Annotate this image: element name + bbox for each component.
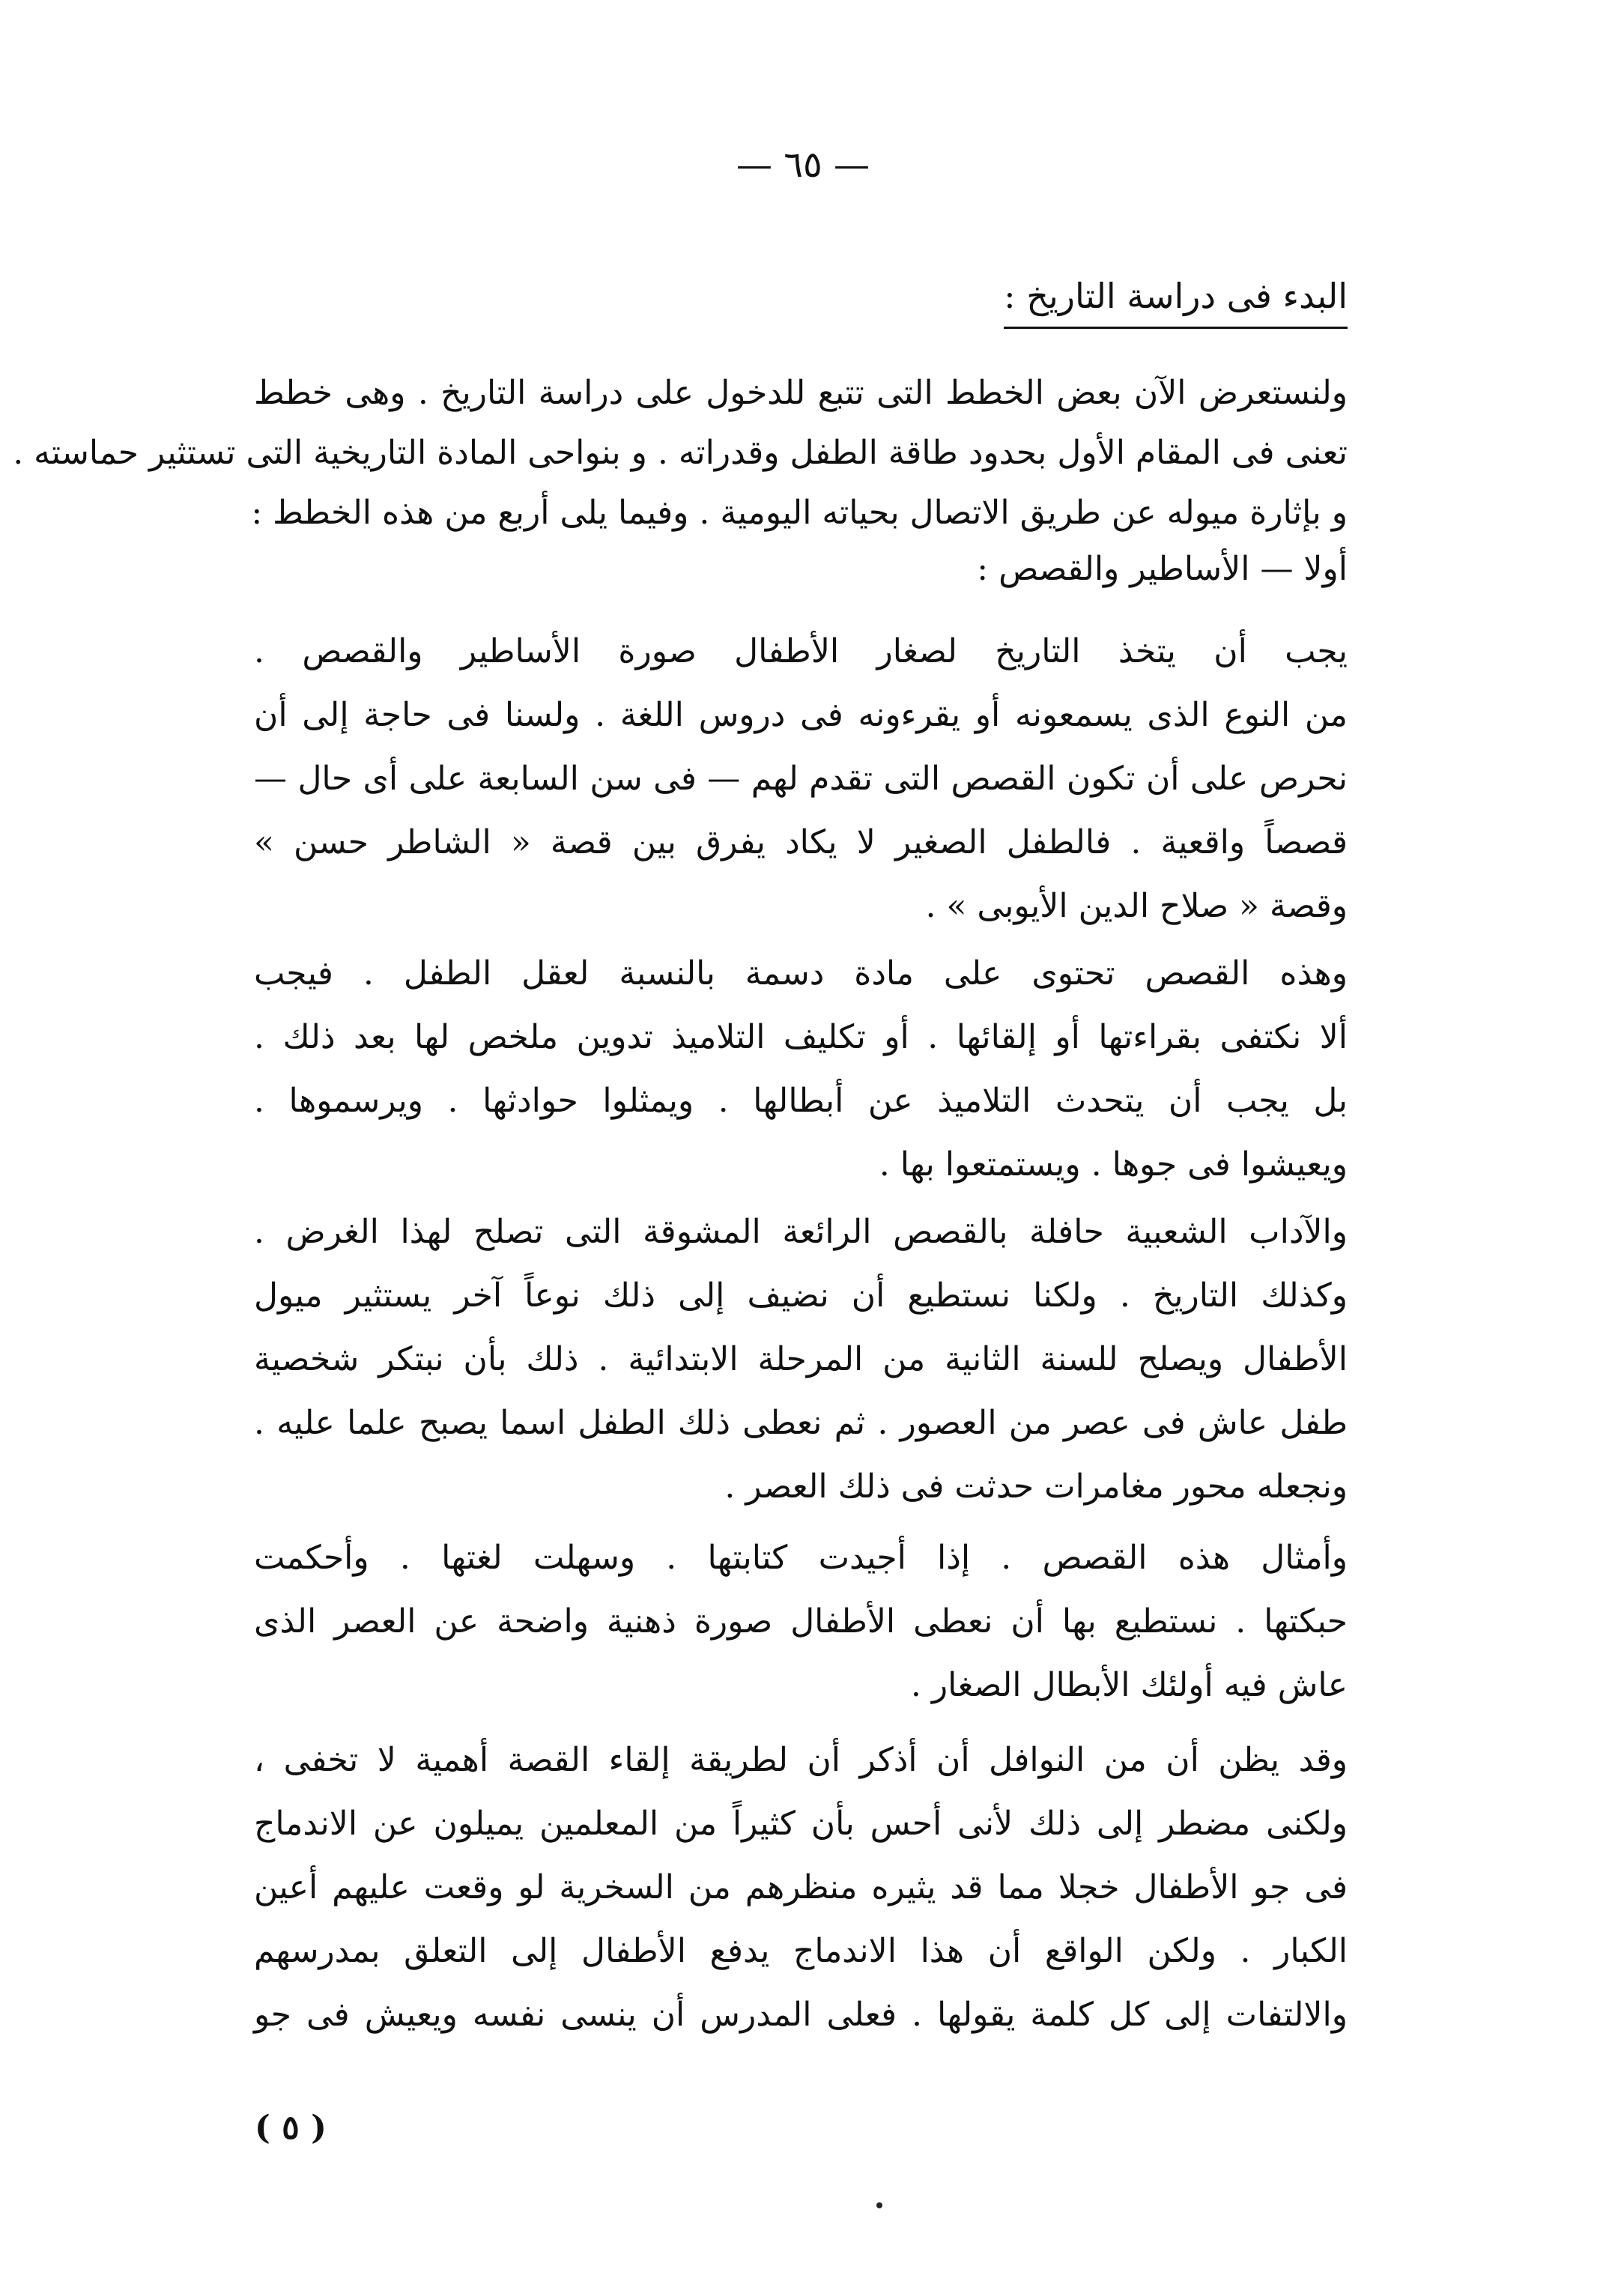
text-line: ولكنى مضطر إلى ذلك لأنى أحس بأن كثيراً من المعلمين يميلون عن الاندماج [254, 1805, 1348, 1843]
text-line: ولنستعرض الآن بعض الخطط التى تتبع للدخول على دراسة التاريخ . وهى خطط [254, 374, 1348, 412]
text-line: من النوع الذى يسمعونه أو يقرءونه فى دروس اللغة . ولسنا فى حاجة إلى أن [254, 696, 1348, 734]
signature-mark: ( ٥ ) [255, 2109, 327, 2147]
text-line: بل يجب أن يتحدث التلاميذ عن أبطالها . ويمثلوا حوادثها . ويرسموها . [254, 1082, 1348, 1120]
text-line: حبكتها . نستطيع بها أن نعطى الأطفال صورة ذهنية واضحة عن العصر الذى [254, 1602, 1348, 1641]
text-line: وأمثال هذه القصص . إذا أجيدت كتابتها . وسهلت لغتها . وأحكمت [254, 1539, 1348, 1577]
text-line: وهذه القصص تحتوى على مادة دسمة بالنسبة لعقل الطفل . فيجب [254, 954, 1348, 993]
text-line: نحرص على أن تكون القصص التى تقدم لهم — فى سن السابعة على أى حال — [254, 760, 1348, 798]
text-line: طفل عاش فى عصر من العصور . ثم نعطى ذلك الطفل اسما يصبح علما عليه . [254, 1404, 1348, 1442]
subheading: أولا — الأساطير والقصص : [977, 550, 1348, 588]
text-line: تعنى فى المقام الأول بحدود طاقة الطفل وقدراته . و بنواحى المادة التاريخية التى تستثير حماسته . [13, 434, 1348, 472]
text-line: وكذلك التاريخ . ولكنا نستطيع أن نضيف إلى ذلك نوعاً آخر يستثير ميول [254, 1276, 1348, 1315]
text-line: و بإثارة ميوله عن طريق الاتصال بحياته اليومية . وفيما يلى أربع من هذه الخطط : [251, 494, 1348, 532]
text-line: الكبار . ولكن الواقع أن هذا الاندماج يدفع الأطفال إلى التعلق بمدرسهم [254, 1932, 1348, 1970]
section-title: البدء فى دراسة التاريخ : [1004, 270, 1348, 329]
text-line: والآداب الشعبية حافلة بالقصص الرائعة المشوقة التى تصلح لهذا الغرض . [254, 1213, 1348, 1251]
page-dot [876, 2202, 882, 2208]
page-number: — ٦٥ — [736, 144, 870, 186]
text-line: ويعيشوا فى جوها . ويستمتعوا بها . [879, 1145, 1348, 1184]
text-line: وقصة « صلاح الدين الأيوبى » . [925, 887, 1348, 925]
text-line: عاش فيه أولئك الأبطال الصغار . [910, 1666, 1348, 1704]
text-line: الأطفال ويصلح للسنة الثانية من المرحلة الابتدائية . ذلك بأن نبتكر شخصية [254, 1340, 1348, 1378]
text-line: ألا نكتفى بقراءتها أو إلقائها . أو تكليف التلاميذ تدوين ملخص لها بعد ذلك . [254, 1018, 1348, 1056]
text-line: والالتفات إلى كل كلمة يقولها . فعلى المدرس أن ينسى نفسه ويعيش فى جو [254, 1996, 1348, 2034]
text-line: قصصاً واقعية . فالطفل الصغير لا يكاد يفرق بين قصة « الشاطر حسن » [254, 823, 1348, 861]
text-line: ونجعله محور مغامرات حدثت فى ذلك العصر . [724, 1467, 1348, 1506]
text-line: وقد يظن أن من النوافل أن أذكر أن لطريقة إلقاء القصة أهمية لا تخفى ، [254, 1741, 1348, 1779]
text-line: يجب أن يتخذ التاريخ لصغار الأطفال صورة الأساطير والقصص . [254, 632, 1348, 670]
text-line: فى جو الأطفال خجلا مما قد يثيره منظرهم من السخرية لو وقعت عليهم أعين [254, 1868, 1348, 1906]
